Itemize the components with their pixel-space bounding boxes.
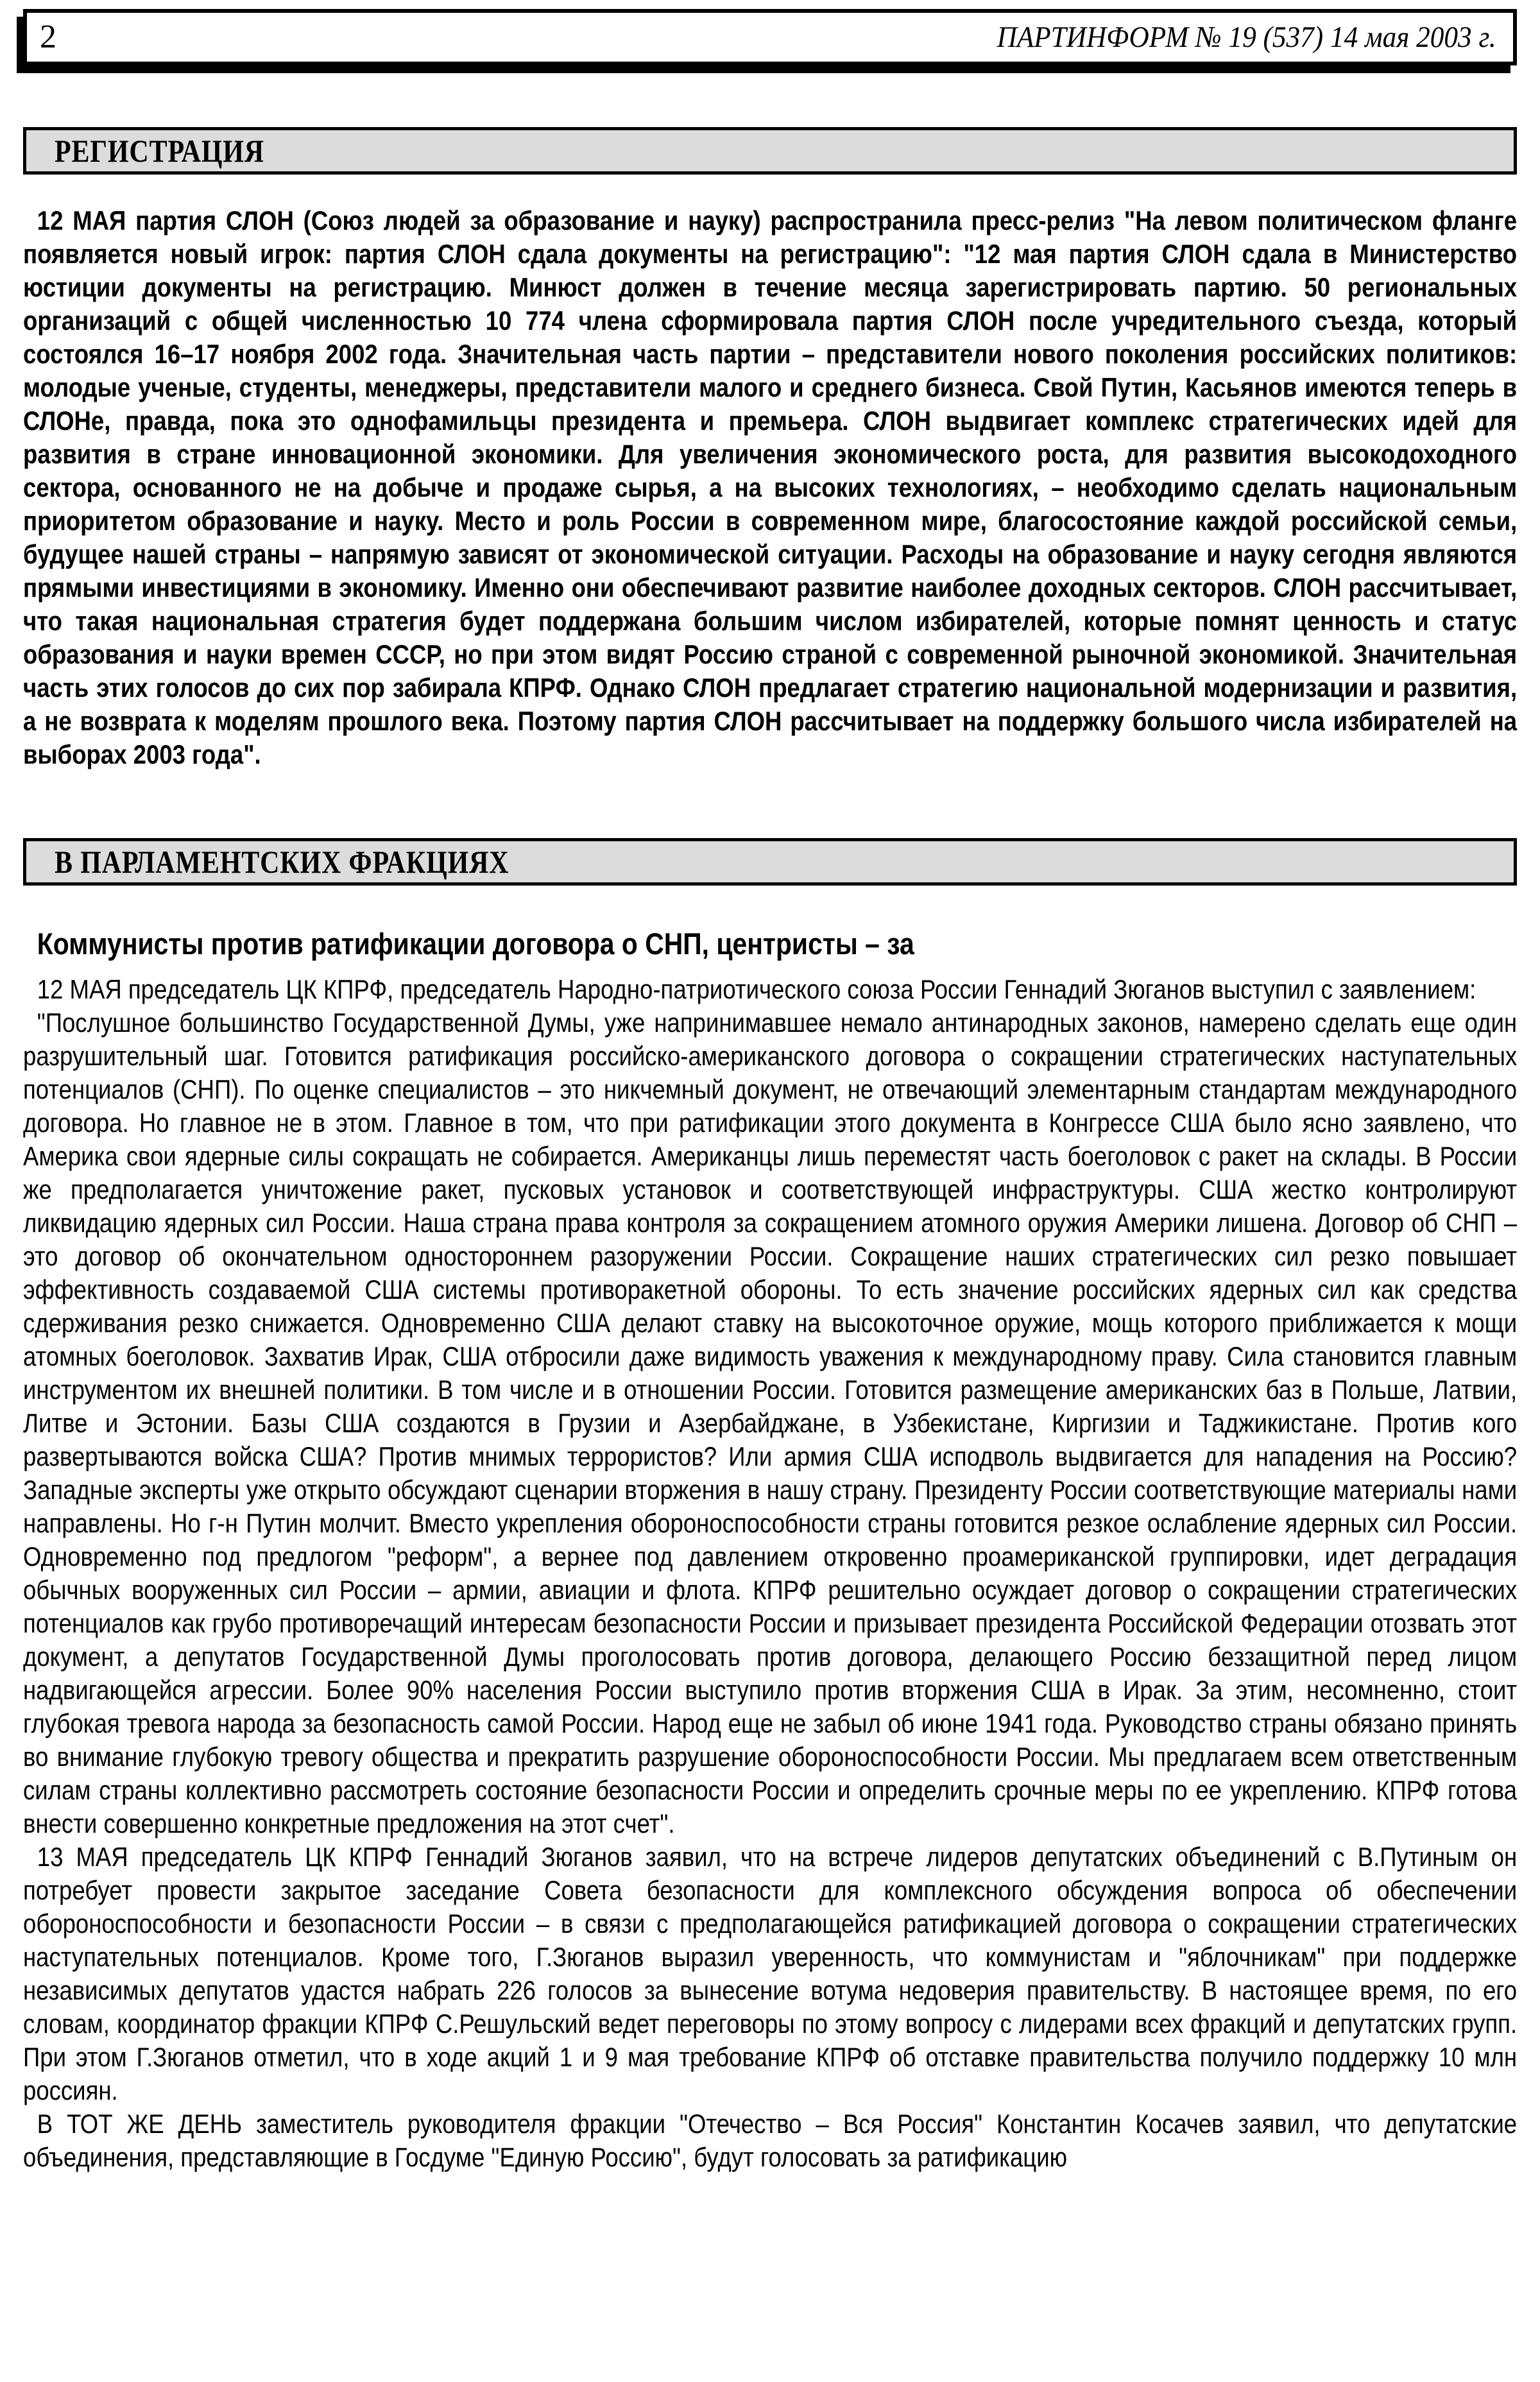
paragraph-kosachev: В ТОТ ЖЕ ДЕНЬ заместитель руководителя фракции "Отечество – Вся Россия" Константин Косачев заявил, что депутатские объединения, представляющие в Госдуме "Единую Россию", будут голосовать за ратификацию [23, 2109, 1518, 2172]
paragraph-zyuganov-intro: 12 МАЯ председатель ЦК КПРФ, председатель Народно-патриотического союза России Геннадий Зюганов выступил с заявлением: [37, 974, 1476, 1004]
page-number: 2 [40, 19, 56, 55]
paragraph-13-may: 13 МАЯ председатель ЦК КПРФ Геннадий Зюганов заявил, что на встрече лидеров депутатских объединений с В.Путиным он потребует провести закрытое заседание Совета безопасности для комплексного обсуждения вопроса об обеспечении обороноспособности и безопасности России – в связи с предполагающейся ратификацией договора о сокращении стратегических наступательных потенциалов. Кроме того, Г.Зюганов выразил уверенность, что коммунистам и "яблочникам" при поддержке независимых депутатов удастся набрать 226 голосов за вынесение вотума недоверия правительству. В настоящее время, по его словам, координатор фракции КПРФ С.Решульский ведет переговоры по этому вопросу с лидерами всех фракций и депутатских групп. При этом Г.Зюганов отметил, что в ходе акций 1 и 9 мая требование КПРФ об отставке правительства получило поддержку 10 млн россиян. [23, 1842, 1518, 2105]
paragraph-slon-press-release: 12 МАЯ партия СЛОН (Союз людей за образование и науку) распространила пресс-релиз "На левом политическом фланге появляется новый игрок: партия СЛОН сдала документы на регистрацию": "12 мая партия СЛОН сдала в Министерство юстиции документы на регистрацию. Минюст должен в течение месяца зарегистрировать партию. 50 региональных организаций с общей численностью 10 774 члена сформировала партия СЛОН после учредительного съезда, который состоялся 16–17 ноября 2002 года. Значительная часть партии – представители нового поколения российских политиков: молодые ученые, студенты, менеджеры, представители малого и среднего бизнеса. Свой Путин, Касьянов имеются теперь в СЛОНе, правда, пока это однофамильцы президента и премьера. СЛОН выдвигает комплекс стратегических идей для развития в стране инновационной экономики. Для увеличения экономического роста, для развития высокодоходного сектора, основанного не на добыче и продаже сырья, а на высоких технологиях, – необходимо сделать национальным приоритетом образование и науку. Место и роль России в современном мире, благосостояние каждой российской семьи, будущее нашей страны – напрямую зависят от экономической ситуации. Расходы на образование и науку сегодня являются прямыми инвестициями в экономику. Именно они обеспечивают развитие наиболее доходных секторов. СЛОН рассчитывает, что такая национальная стратегия будет поддержана большим числом избирателей, которые помнят ценность и статус образования и науки времен СССР, но при этом видят Россию страной с современной рыночной экономикой. Значительная часть этих голосов до сих пор забирала КПРФ. Однако СЛОН предлагает стратегию национальной модернизации и развития, а не возврата к моделям прошлого века. Поэтому партия СЛОН рассчитывает на поддержку большого числа избирателей на выборах 2003 года". [23, 205, 1518, 769]
section-heading-fractions: В ПАРЛАМЕНТСКИХ ФРАКЦИЯХ [55, 844, 509, 880]
section-body-registration [23, 204, 1517, 771]
section-body-fractions [23, 925, 1517, 2174]
running-header [23, 9, 1517, 65]
article-subheading: Коммунисты против ратификации договора о СНП, центристы – за [37, 927, 914, 961]
paragraph-zyuganov-statement: "Послушное большинство Государственной Думы, уже напринимавшее немало антинародных законов, намерено сделать еще один разрушительный шаг. Готовится ратификация российско-американского договора о сокращении стратегических наступательных потенциалов (СНП). По оценке специалистов – это никчемный документ, не отвечающий элементарным стандартам международного договора. Но главное не в этом. Главное в том, что при ратификации этого документа в Конгрессе США было ясно заявлено, что Америка свои ядерные силы сокращать не собирается. Американцы лишь переместят часть боеголовок с ракет на склады. В России же предполагается уничтожение ракет, пусковых установок и соответствующей инфраструктуры. США жестко контролируют ликвидацию ядерных сил России. Наша страна права контроля за сокращением атомного оружия Америки лишена. Договор об СНП – это договор об окончательном одностороннем разоружении России. Сокращение наших стратегических сил резко повышает эффективность создаваемой США системы противоракетной обороны. То есть значение российских ядерных сил как средства сдерживания резко снижается. Одновременно США делают ставку на высокоточное оружие, мощь которого приближается к мощи атомных боеголовок. Захватив Ирак, США отбросили даже видимость уважения к международному праву. Сила становится главным инструментом их внешней политики. В том числе и в отношении России. Готовится размещение американских баз в Польше, Латвии, Литве и Эстонии. Базы США создаются в Грузии и Азербайджане, в Узбекистане, Киргизии и Таджикистане. Против кого развертываются войска США? Против мнимых террористов? Или армия США исподволь выдвигается для нападения на Россию? Западные эксперты уже открыто обсуждают сценарии вторжения в нашу страну. Президенту России соответствующие материалы нами направлены. Но г-н Путин молчит. Вместо укрепления обороноспособности страны готовится резкое ослабление ядерных сил России. Одновременно под предлогом "реформ", а вернее под давлением откровенно проамериканской группировки, идет деградация обычных вооруженных сил России – армии, авиации и флота. КПРФ решительно осуждает договор о сокращении стратегических потенциалов как грубо противоречащий интересам безопасности России и призывает президента Российской Федерации отозвать этот документ, а депутатов Государственной Думы проголосовать против договора, делающего Россию беззащитной перед лицом надвигающейся агрессии. Более 90% населения России выступило против вторжения США в Ирак. За этим, несомненно, стоит глубокая тревога народа за безопасность самой России. Народ еще не забыл об июне 1941 года. Руководство страны обязано принять во внимание глубокую тревогу общества и прекратить разрушение обороноспособности России. Мы предлагаем всем ответственным силам страны коллективно рассмотреть состояние безопасности России и определить срочные меры по ее укреплению. КПРФ готова внести совершенно конкретные предложения на этот счет". [23, 1007, 1518, 1838]
newsletter-title: ПАРТИНФОРМ № 19 (537) 14 мая 2003 г. [997, 20, 1496, 54]
section-heading-registration: РЕГИСТРАЦИЯ [55, 133, 264, 169]
section-bar-registration [23, 127, 1517, 175]
section-bar-fractions [23, 838, 1517, 886]
